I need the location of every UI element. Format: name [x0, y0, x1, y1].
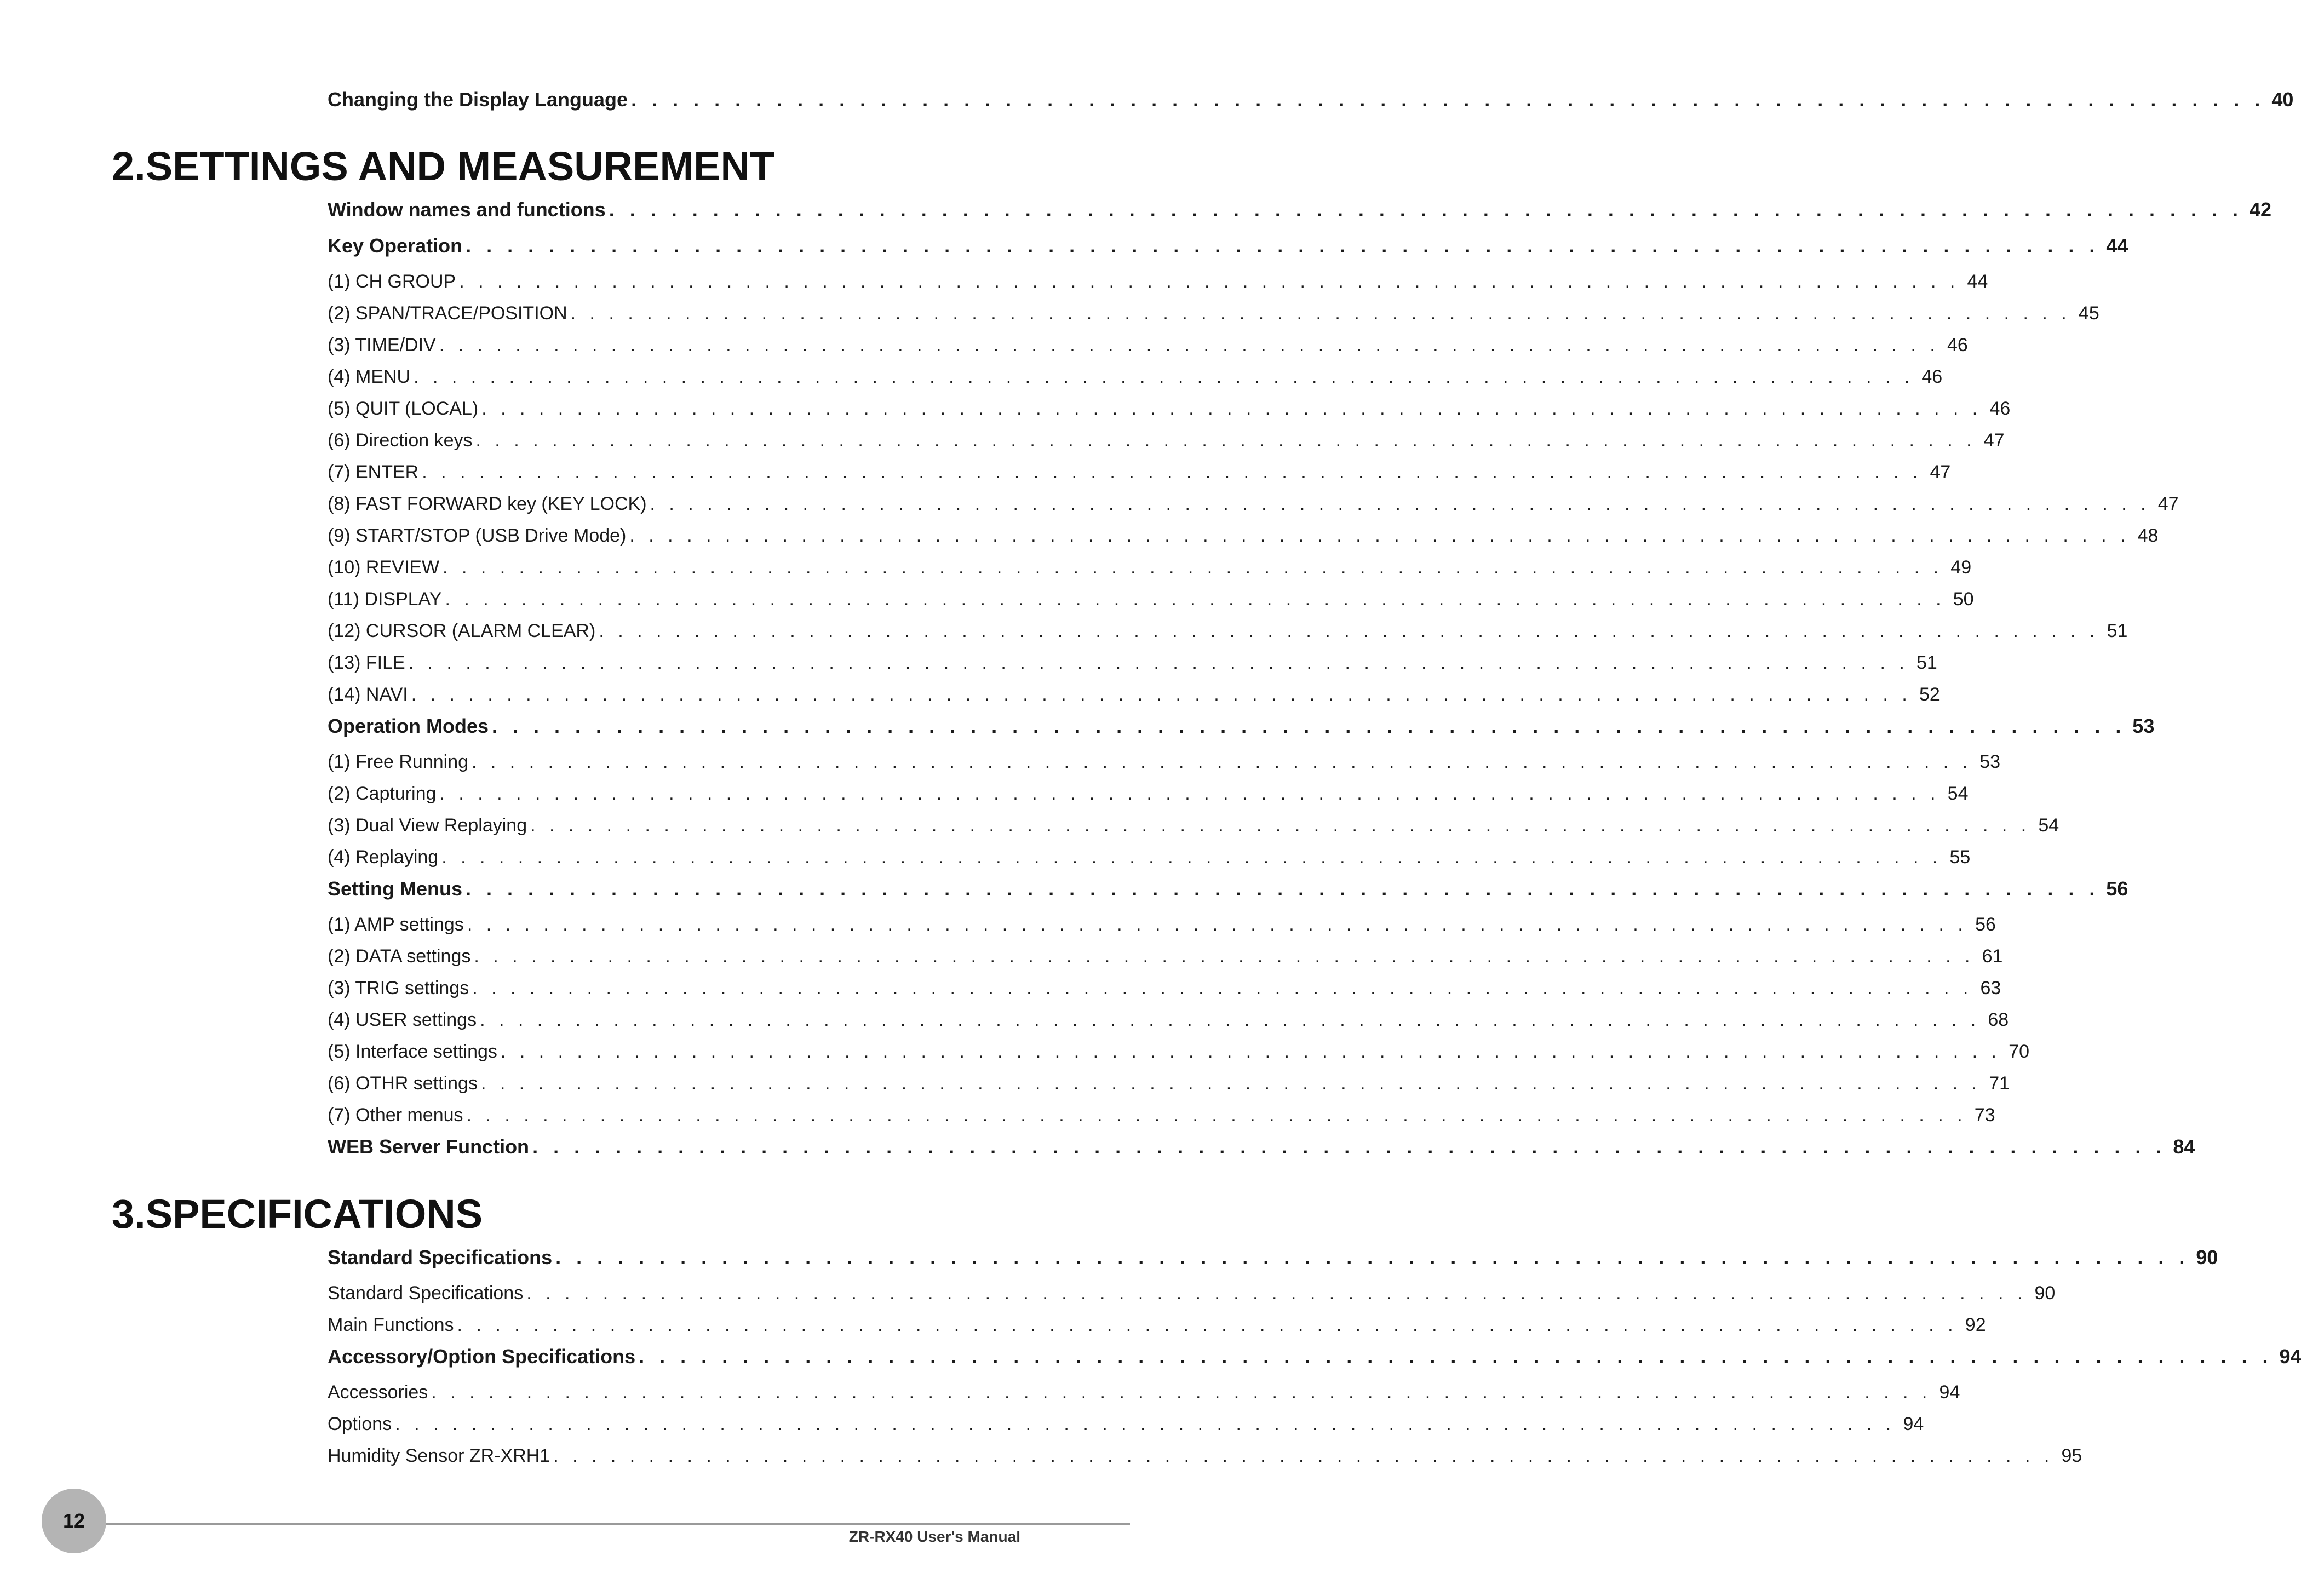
toc-entry-page: 44	[2106, 234, 2128, 257]
toc-entry-enter[interactable]	[328, 460, 1951, 484]
toc-entry-label: (3) TRIG settings	[328, 978, 469, 998]
toc-entry-page: 51	[1916, 652, 1937, 673]
dot-leader: . . . . . . . . . . . . . . . . . . . . . . . . . . . . . . . . . . . . . . . . . . . . . . . . . . . . . . . . . . . . . . . . . . . . . . . . . . . . . . .	[459, 271, 1960, 292]
toc-entry-page: 84	[2173, 1135, 2195, 1158]
toc-entry-accessory-option-specifications[interactable]	[328, 1345, 2301, 1369]
toc-entry-label: Changing the Display Language	[328, 88, 628, 111]
dot-leader: . . . . . . . . . . . . . . . . . . . . . . . . . . . . . . . . . . . . . . . . . . . . . . . . . . . . . . . . . . . . . . . . . . . . . . . . . . . . . . .	[457, 1314, 1958, 1335]
dot-leader: . . . . . . . . . . . . . . . . . . . . . . . . . . . . . . . . . . . . . . . . . . . . . . . . . . . . . . . . . . . . . . . . . . . . . . . . . . . . . . .	[500, 1041, 2001, 1062]
dot-leader: . . . . . . . . . . . . . . . . . . . . . . . . . . . . . . . . . . . . . . . . . . . . . . . . . . . . . . . . . . . . . . . . . . . . . . . . . . . . . . .	[532, 1135, 2167, 1158]
toc-entry-page: 46	[1921, 366, 1943, 387]
toc-entry-page: 54	[2038, 815, 2059, 836]
dot-leader: . . . . . . . . . . . . . . . . . . . . . . . . . . . . . . . . . . . . . . . . . . . . . . . . . . . . . . . . . . . . . . . . . . . . . . . . . . . . . . .	[629, 525, 2130, 546]
toc-entry-label: (3) TIME/DIV	[328, 335, 436, 355]
toc-entry-page: 61	[1982, 946, 2003, 967]
toc-entry-display[interactable]	[328, 587, 1974, 611]
toc-entry-label: (13) FILE	[328, 652, 405, 673]
toc-entry-label: (5) QUIT (LOCAL)	[328, 398, 479, 419]
toc-entry-page: 53	[1979, 751, 2001, 772]
toc-entry-page: 49	[1950, 557, 1972, 578]
toc-entry-label: Key Operation	[328, 234, 463, 257]
dot-leader: . . . . . . . . . . . . . . . . . . . . . . . . . . . . . . . . . . . . . . . . . . . . . . . . . . . . . . . . . . . . . . . . . . . . . . . . . . . . . . .	[472, 751, 1972, 772]
toc-entry-label: (4) MENU	[328, 366, 411, 387]
dot-leader: . . . . . . . . . . . . . . . . . . . . . . . . . . . . . . . . . . . . . . . . . . . . . . . . . . . . . . . . . . . . . . . . . . . . . . . . . . . . . . .	[555, 1246, 2190, 1268]
toc-entry-page: 90	[2196, 1246, 2218, 1268]
dot-leader: . . . . . . . . . . . . . . . . . . . . . . . . . . . . . . . . . . . . . . . . . . . . . . . . . . . . . . . . . . . . . . . . . . . . . . . . . . . . . . .	[481, 398, 1982, 419]
toc-entry-navi[interactable]	[328, 682, 1940, 707]
toc-entry-review[interactable]	[328, 555, 1972, 579]
toc-entry-humidity-sensor[interactable]	[328, 1444, 2082, 1468]
dot-leader: . . . . . . . . . . . . . . . . . . . . . . . . . . . . . . . . . . . . . . . . . . . . . . . . . . . . . . . . . . . . . . . . . . . . . . . . . . . . . . .	[639, 1345, 2273, 1368]
toc-entry-label: (11) DISPLAY	[328, 589, 442, 610]
toc-entry-operation-modes[interactable]	[328, 714, 2155, 738]
toc-entry-page: 51	[2107, 621, 2128, 641]
footer-rule	[104, 1523, 1130, 1525]
dot-leader: . . . . . . . . . . . . . . . . . . . . . . . . . . . . . . . . . . . . . . . . . . . . . . . . . . . . . . . . . . . . . . . . . . . . . . . . . . . . . . .	[439, 783, 1940, 804]
toc-entry-page: 90	[2034, 1283, 2056, 1304]
toc-entry-label: (1) Free Running	[328, 751, 469, 772]
toc-entry-label: (7) ENTER	[328, 462, 419, 483]
dot-leader: . . . . . . . . . . . . . . . . . . . . . . . . . . . . . . . . . . . . . . . . . . . . . . . . . . . . . . . . . . . . . . . . . . . . . . . . . . . . . . .	[466, 1105, 1967, 1126]
toc-entry-page: 71	[1989, 1073, 2010, 1094]
toc-entry-page: 47	[1983, 430, 2005, 451]
toc-entry-label: Window names and functions	[328, 198, 606, 221]
toc-entry-page: 50	[1953, 589, 1974, 610]
toc-entry-ch-group[interactable]	[328, 269, 1988, 294]
toc-entry-page: 56	[1975, 914, 1996, 935]
toc-entry-accessories[interactable]	[328, 1380, 1960, 1404]
toc-entry-label: (2) DATA settings	[328, 946, 471, 967]
toc-entry-label: (6) OTHR settings	[328, 1073, 478, 1094]
dot-leader: . . . . . . . . . . . . . . . . . . . . . . . . . . . . . . . . . . . . . . . . . . . . . . . . . . . . . . . . . . . . . . . . . . . . . . . . . . . . . . .	[599, 621, 2099, 641]
toc-entry-othr-settings[interactable]	[328, 1071, 2010, 1095]
page-number-badge: 12	[42, 1489, 106, 1553]
toc-entry-label: (3) Dual View Replaying	[328, 815, 527, 836]
toc-entry-span-trace-position[interactable]	[328, 301, 2099, 325]
toc-entry-page: 63	[1980, 978, 2001, 998]
toc-entry-label: Accessories	[328, 1382, 428, 1403]
dot-leader: . . . . . . . . . . . . . . . . . . . . . . . . . . . . . . . . . . . . . . . . . . . . . . . . . . . . . . . . . . . . . . . . . . . . . . . . . . . . . . .	[439, 335, 1940, 355]
toc-entry-main-functions[interactable]	[328, 1313, 1986, 1337]
dot-leader: . . . . . . . . . . . . . . . . . . . . . . . . . . . . . . . . . . . . . . . . . . . . . . . . . . . . . . . . . . . . . . . . . . . . . . . . . . . . . . .	[472, 978, 1973, 998]
toc-entry-start-stop[interactable]	[328, 524, 2159, 548]
toc-entry-standard-specifications[interactable]	[328, 1281, 2056, 1305]
toc-entry-trig-settings[interactable]	[328, 976, 2001, 1000]
toc-entry-page: 94	[2279, 1345, 2301, 1368]
toc-entry-interface-settings[interactable]	[328, 1040, 2029, 1064]
toc-entry-menu[interactable]	[328, 365, 1943, 389]
toc-entry-page: 47	[2157, 493, 2179, 514]
toc-entry-options[interactable]	[328, 1412, 1924, 1436]
dot-leader: . . . . . . . . . . . . . . . . . . . . . . . . . . . . . . . . . . . . . . . . . . . . . . . . . . . . . . . . . . . . . . . . . . . . . . . . . . . . . . .	[631, 88, 2265, 111]
toc-entry-label: (5) Interface settings	[328, 1041, 497, 1062]
dot-leader: . . . . . . . . . . . . . . . . . . . . . . . . . . . . . . . . . . . . . . . . . . . . . . . . . . . . . . . . . . . . . . . . . . . . . . . . . . . . . . .	[650, 493, 2150, 514]
toc-entry-label: (14) NAVI	[328, 684, 408, 705]
toc-entry-label: Options	[328, 1414, 392, 1434]
toc-entry-standard-specifications-section[interactable]	[328, 1245, 2218, 1270]
dot-leader: . . . . . . . . . . . . . . . . . . . . . . . . . . . . . . . . . . . . . . . . . . . . . . . . . . . . . . . . . . . . . . . . . . . . . . . . . . . . . . .	[431, 1382, 1932, 1403]
toc-entry-page: 45	[2078, 303, 2099, 324]
toc-entry-page: 47	[1930, 462, 1951, 483]
toc-entry-user-settings[interactable]	[328, 1008, 2009, 1032]
toc-entry-page: 52	[1919, 684, 1940, 705]
toc-entry-key-operation[interactable]	[328, 234, 2128, 258]
toc-entry-page: 94	[1939, 1382, 1960, 1403]
dot-leader: . . . . . . . . . . . . . . . . . . . . . . . . . . . . . . . . . . . . . . . . . . . . . . . . . . . . . . . . . . . . . . . . . . . . . . . . . . . . . . .	[443, 557, 1943, 578]
toc-entry-label: (2) Capturing	[328, 783, 437, 804]
toc-entry-free-running[interactable]	[328, 750, 2001, 774]
dot-leader: . . . . . . . . . . . . . . . . . . . . . . . . . . . . . . . . . . . . . . . . . . . . . . . . . . . . . . . . . . . . . . . . . . . . . . . . . . . . . . .	[411, 684, 1912, 705]
manual-name: ZR-RX40 User's Manual	[848, 1528, 1020, 1545]
dot-leader: . . . . . . . . . . . . . . . . . . . . . . . . . . . . . . . . . . . . . . . . . . . . . . . . . . . . . . . . . . . . . . . . . . . . . . . . . . . . . . .	[466, 877, 2100, 900]
dot-leader: . . . . . . . . . . . . . . . . . . . . . . . . . . . . . . . . . . . . . . . . . . . . . . . . . . . . . . . . . . . . . . . . . . . . . . . . . . . . . . .	[480, 1073, 1982, 1094]
dot-leader: . . . . . . . . . . . . . . . . . . . . . . . . . . . . . . . . . . . . . . . . . . . . . . . . . . . . . . . . . . . . . . . . . . . . . . . . . . . . . . .	[492, 715, 2126, 737]
toc-entry-page: 44	[1967, 271, 1988, 292]
toc-entry-label: (4) Replaying	[328, 847, 439, 868]
toc-entry-page: 94	[1903, 1414, 1924, 1434]
dot-leader: . . . . . . . . . . . . . . . . . . . . . . . . . . . . . . . . . . . . . . . . . . . . . . . . . . . . . . . . . . . . . . . . . . . . . . . . . . . . . . .	[414, 366, 1914, 387]
toc-entry-label: (1) AMP settings	[328, 914, 464, 935]
toc-entry-page: 46	[1947, 335, 1968, 355]
toc-entry-page: 70	[2009, 1041, 2029, 1062]
toc-entry-direction-keys[interactable]	[328, 428, 2005, 452]
toc-entry-setting-menus[interactable]	[328, 877, 2128, 901]
toc-entry-page: 73	[1974, 1105, 1995, 1126]
toc-entry-capturing[interactable]	[328, 782, 1969, 806]
dot-leader: . . . . . . . . . . . . . . . . . . . . . . . . . . . . . . . . . . . . . . . . . . . . . . . . . . . . . . . . . . . . . . . . . . . . . . . . . . . . . . .	[467, 914, 1967, 935]
dot-leader: . . . . . . . . . . . . . . . . . . . . . . . . . . . . . . . . . . . . . . . . . . . . . . . . . . . . . . . . . . . . . . . . . . . . . . . . . . . . . . .	[445, 589, 1946, 610]
toc-entry-page: 95	[2061, 1445, 2082, 1466]
toc-entry-label: (1) CH GROUP	[328, 271, 456, 292]
dot-leader: . . . . . . . . . . . . . . . . . . . . . . . . . . . . . . . . . . . . . . . . . . . . . . . . . . . . . . . . . . . . . . . . . . . . . . . . . . . . . . .	[474, 946, 1975, 967]
toc-entry-data-settings[interactable]	[328, 944, 2003, 968]
toc-entry-page: 92	[1965, 1314, 1986, 1335]
toc-entry-page: 48	[2137, 525, 2159, 546]
dot-leader: . . . . . . . . . . . . . . . . . . . . . . . . . . . . . . . . . . . . . . . . . . . . . . . . . . . . . . . . . . . . . . . . . . . . . . . . . . . . . . .	[609, 198, 2243, 221]
toc-entry-label: (6) Direction keys	[328, 430, 473, 451]
chapter-heading-specifications[interactable]: 3.SPECIFICATIONS	[112, 1191, 483, 1237]
toc-entry-label: (8) FAST FORWARD key (KEY LOCK)	[328, 493, 647, 514]
toc-entry-page: 56	[2106, 877, 2128, 900]
dot-leader: . . . . . . . . . . . . . . . . . . . . . . . . . . . . . . . . . . . . . . . . . . . . . . . . . . . . . . . . . . . . . . . . . . . . . . . . . . . . . . .	[570, 303, 2071, 324]
toc-entry-page: 55	[1949, 847, 1971, 868]
toc-entry-other-menus[interactable]	[328, 1103, 1995, 1127]
toc-entry-dual-view-replaying[interactable]	[328, 813, 2059, 837]
dot-leader: . . . . . . . . . . . . . . . . . . . . . . . . . . . . . . . . . . . . . . . . . . . . . . . . . . . . . . . . . . . . . . . . . . . . . . . . . . . . . . .	[480, 1009, 1981, 1030]
toc-entry-cursor[interactable]	[328, 619, 2128, 643]
chapter-heading-settings-and-measurement[interactable]: 2.SETTINGS AND MEASUREMENT	[112, 143, 775, 189]
toc-entry-label: (10) REVIEW	[328, 557, 440, 578]
dot-leader: . . . . . . . . . . . . . . . . . . . . . . . . . . . . . . . . . . . . . . . . . . . . . . . . . . . . . . . . . . . . . . . . . . . . . . . . . . . . . . .	[553, 1445, 2054, 1466]
toc-entry-label: (12) CURSOR (ALARM CLEAR)	[328, 621, 596, 641]
toc-entry-label: Operation Modes	[328, 715, 489, 737]
toc-entry-label: Standard Specifications	[328, 1246, 553, 1268]
toc-entry-quit-local[interactable]	[328, 397, 2011, 421]
toc-entry-changing-display-language[interactable]	[328, 88, 2294, 112]
toc-entry-label: (7) Other menus	[328, 1105, 463, 1126]
toc-entry-web-server-function[interactable]	[328, 1135, 2195, 1159]
toc-entry-label: Accessory/Option Specifications	[328, 1345, 636, 1368]
toc-entry-fast-forward[interactable]	[328, 492, 2179, 516]
toc-entry-amp-settings[interactable]	[328, 912, 1996, 937]
toc-entry-label: Main Functions	[328, 1314, 454, 1335]
dot-leader: . . . . . . . . . . . . . . . . . . . . . . . . . . . . . . . . . . . . . . . . . . . . . . . . . . . . . . . . . . . . . . . . . . . . . . . . . . . . . . .	[466, 234, 2100, 257]
toc-entry-label: Humidity Sensor ZR-XRH1	[328, 1445, 550, 1466]
toc-entry-time-div[interactable]	[328, 333, 1968, 357]
toc-entry-label: (9) START/STOP (USB Drive Mode)	[328, 525, 627, 546]
toc-entry-page: 53	[2132, 715, 2155, 737]
toc-entry-replaying[interactable]	[328, 845, 1971, 869]
toc-entry-page: 42	[2249, 198, 2272, 221]
dot-leader: . . . . . . . . . . . . . . . . . . . . . . . . . . . . . . . . . . . . . . . . . . . . . . . . . . . . . . . . . . . . . . . . . . . . . . . . . . . . . . .	[441, 847, 1942, 868]
dot-leader: . . . . . . . . . . . . . . . . . . . . . . . . . . . . . . . . . . . . . . . . . . . . . . . . . . . . . . . . . . . . . . . . . . . . . . . . . . . . . . .	[530, 815, 2031, 836]
dot-leader: . . . . . . . . . . . . . . . . . . . . . . . . . . . . . . . . . . . . . . . . . . . . . . . . . . . . . . . . . . . . . . . . . . . . . . . . . . . . . . .	[408, 652, 1909, 673]
dot-leader: . . . . . . . . . . . . . . . . . . . . . . . . . . . . . . . . . . . . . . . . . . . . . . . . . . . . . . . . . . . . . . . . . . . . . . . . . . . . . . .	[475, 430, 1976, 451]
toc-entry-label: Setting Menus	[328, 877, 463, 900]
toc-entry-label: (2) SPAN/TRACE/POSITION	[328, 303, 567, 324]
toc-entry-window-names[interactable]	[328, 198, 2272, 222]
dot-leader: . . . . . . . . . . . . . . . . . . . . . . . . . . . . . . . . . . . . . . . . . . . . . . . . . . . . . . . . . . . . . . . . . . . . . . . . . . . . . . .	[422, 462, 1923, 483]
toc-entry-page: 54	[1947, 783, 1969, 804]
dot-leader: . . . . . . . . . . . . . . . . . . . . . . . . . . . . . . . . . . . . . . . . . . . . . . . . . . . . . . . . . . . . . . . . . . . . . . . . . . . . . . .	[395, 1414, 1896, 1434]
toc-entry-label: (4) USER settings	[328, 1009, 477, 1030]
dot-leader: . . . . . . . . . . . . . . . . . . . . . . . . . . . . . . . . . . . . . . . . . . . . . . . . . . . . . . . . . . . . . . . . . . . . . . . . . . . . . . .	[526, 1283, 2027, 1304]
toc-entry-label: WEB Server Function	[328, 1135, 530, 1158]
toc-entry-page: 68	[1988, 1009, 2009, 1030]
toc-entry-file[interactable]	[328, 651, 1937, 675]
toc-entry-label: Standard Specifications	[328, 1283, 524, 1304]
toc-entry-page: 40	[2271, 88, 2294, 111]
toc-entry-page: 46	[1989, 398, 2011, 419]
